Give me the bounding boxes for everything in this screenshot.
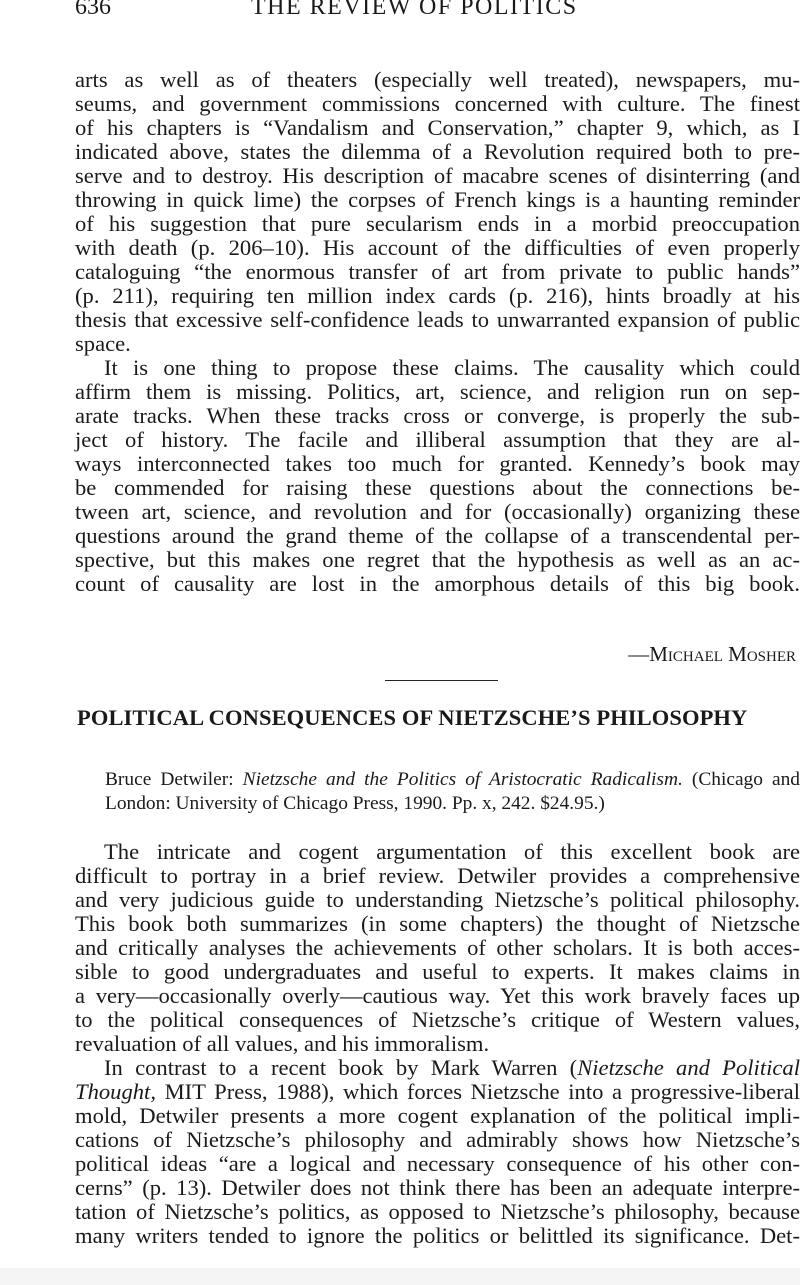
reviewer-signature: —Michael Mosher [628,642,796,666]
text-line: tween art, science, and revolution and for (occasionally) organizing these [75,499,800,524]
book-citation [105,768,800,792]
text-line: revaluation of all values, and his immoralism. [75,1031,490,1056]
text-line: sible to good undergraduates and useful to experts. It makes claims in [75,959,800,984]
text-line: cations of Nietzsche’s philosophy and admirably shows how Nietzsche’s [75,1127,800,1152]
journal-title: THE REVIEW OF POLITICS [251,0,578,20]
text-line: arts as well as of theaters (especially well treated), newspapers, mu- [75,67,800,92]
text-line: spective, but this makes one regret that the hypothesis as well as an ac- [75,547,800,572]
italic-title: Thought, [75,1079,156,1104]
text-line: difficult to portray in a brief review. Detwiler provides a comprehensive [75,863,800,888]
book-citation-continued: London: University of Chicago Press, 1990. Pp. x, 242. $24.95.) [105,793,605,814]
text-line [75,1056,800,1080]
citation-book-title: Nietzsche and the Politics of Aristocratic Radicalism. [242,769,683,790]
citation-author: Bruce Detwiler: [105,769,234,790]
text-line: of his suggestion that pure secularism ends in a morbid preoccupation [75,211,800,236]
text-line: This book both summarizes (in some chapters) the thought of Nietzsche [75,911,800,936]
review-title: POLITICAL CONSEQUENCES OF NIETZSCHE’S PHILOSOPHY [77,705,748,730]
text-line: and very judicious guide to understanding Nietzsche’s political philosophy. [75,887,800,912]
text-line: tation of Nietzsche’s politics, as opposed to Nietzsche’s philosophy, because [75,1199,800,1224]
text-line: indicated above, states the dilemma of a Revolution required both to pre- [75,139,800,164]
page-number: 636 [75,0,111,20]
text-line: to the political consequences of Nietzsche’s critique of Western values, [75,1007,800,1032]
citation-publisher: (Chicago and [691,769,800,790]
text-line: with death (p. 206–10). His account of the difficulties of even properly [75,235,800,260]
text-line: (p. 211), requiring ten million index cards (p. 216), hints broadly at his [75,283,800,308]
text-line: mold, Detwiler presents a more cogent explanation of the political impli- [75,1103,800,1128]
section-divider [385,680,498,681]
text-line: thesis that excessive self-confidence leads to unwarranted expansion of public [75,307,800,332]
text-line: affirm them is missing. Politics, art, science, and religion run on sep- [75,379,800,404]
text-line: cerns” (p. 13). Detwiler does not think there has been an adequate interpre- [75,1175,800,1200]
text-line: The intricate and cogent argumentation of this excellent book are [104,839,800,864]
text-span: In contrast to a recent book by Mark Warren ( [104,1055,578,1080]
text-line: of his chapters is “Vandalism and Conservation,” chapter 9, which, as I [75,115,800,140]
text-line: many writers tended to ignore the politics or belittled its significance. Det- [75,1223,800,1248]
text-line: be commended for raising these questions about the connections be- [75,475,800,500]
text-line: space. [75,331,131,356]
text-line: throwing in quick lime) the corpses of French kings is a haunting reminder [75,187,800,212]
text-span: MIT Press, 1988), which forces Nietzsche into a progressive-liberal [155,1079,800,1104]
text-line: questions around the grand theme of the collapse of a transcendental per- [75,523,800,548]
text-line: count of causality are lost in the amorphous details of this big book. [75,571,800,596]
text-line: ject of history. The facile and illiberal assumption that they are al- [75,427,800,452]
text-line [75,1080,800,1104]
text-line: serve and to destroy. His description of macabre scenes of disinterring (and [75,163,800,188]
text-line: political ideas “are a logical and necessary consequence of his other con- [75,1151,800,1176]
text-line: seums, and government commissions concerned with culture. The finest [75,91,800,116]
text-line: cataloguing “the enormous transfer of art from private to public hands” [75,259,800,284]
text-line: arate tracks. When these tracks cross or converge, is properly the sub- [75,403,800,428]
text-line: and critically analyses the achievements of other scholars. It is both acces- [75,935,800,960]
italic-title: Nietzsche and Political [577,1055,800,1080]
text-line: ways interconnected takes too much for granted. Kennedy’s book may [75,451,800,476]
page-bottom-edge [0,1268,800,1285]
running-header [75,0,800,24]
text-line: It is one thing to propose these claims. The causality which could [104,355,800,380]
text-line: a very—occasionally overly—cautious way. Yet this work bravely faces up [75,983,800,1008]
